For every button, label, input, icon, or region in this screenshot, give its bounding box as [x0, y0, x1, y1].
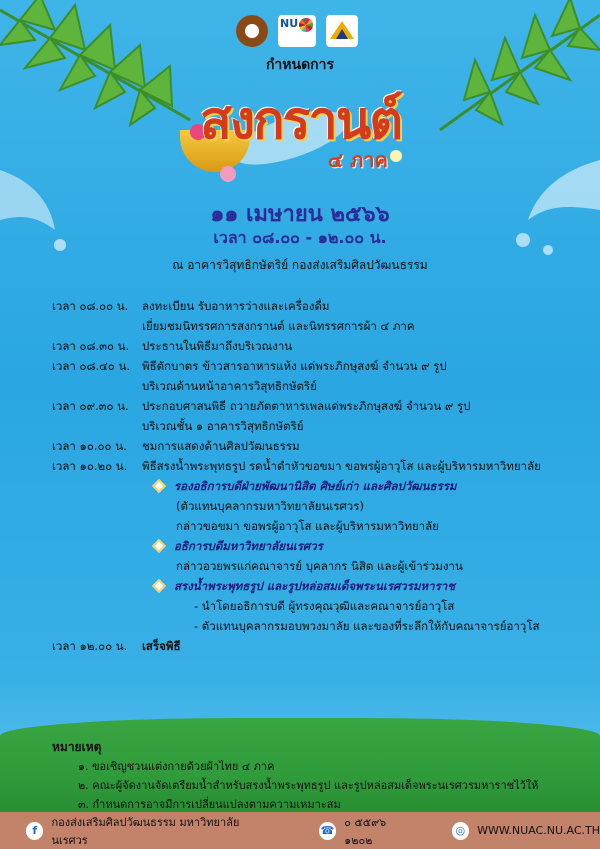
ceremony-bullet: [152, 536, 592, 556]
closing-text: เสร็จพิธี: [142, 639, 181, 653]
note-item: ๒. คณะผู้จัดงานจัดเตรียมน้ำสำหรับสรงน้ำพระพุทธรูป และรูปหล่อสมเด็จพระนเรศวรมหาราชไว้ให้: [78, 779, 539, 792]
website-link[interactable]: WWW.NUAC.NU.AC.TH: [477, 824, 600, 837]
ceremony-bullet: [152, 576, 592, 596]
note-item: ๑. ขอเชิญชวนแต่งกายด้วยผ้าไทย ๔ ภาค: [78, 760, 275, 773]
ceremony-line: กล่าวอวยพรแก่คณาจารย์ บุคลากร นิสิต และผู้เข้าร่วมงาน: [176, 559, 463, 573]
schedule-line: ประกอบศาสนพิธี ถวายภัตตาหารเพลแด่พระภิกษุสงฆ์ จำนวน ๙ รูป: [142, 399, 471, 413]
schedule-time: เวลา ๐๙.๓๐ น.: [52, 399, 129, 413]
notes-section: [52, 738, 538, 814]
phone-icon: ☎: [319, 822, 336, 840]
schedule-time: เวลา ๐๘.๐๐ น.: [52, 299, 129, 313]
note-item: ๓. กำหนดการอาจมีการเปลี่ยนแปลงตามความเหมาะสม: [78, 798, 341, 811]
event-venue: ณ อาคารวิสุทธิกษัตริย์ กองส่งเสริมศิลปวัฒนธรรม: [172, 258, 428, 272]
schedule-line: เยี่ยมชมนิทรรศการสงกรานต์ และนิทรรศการผ้า ๔ ภาค: [142, 319, 415, 333]
ceremony-heading: รองอธิการบดีฝ่ายพัฒนานิสิต ศิษย์เก่า และศิลปวัฒนธรรม: [174, 479, 457, 493]
songkran-title-art: [160, 78, 450, 188]
event-title: สงกรานต์: [200, 90, 402, 151]
event-date: ๑๑ เมษายน ๒๕๖๖: [210, 202, 390, 227]
facebook-icon: f: [26, 822, 43, 840]
schedule-time: เวลา ๑๒.๐๐ น.: [52, 639, 128, 653]
sdgs-logo-text: NU: [280, 17, 299, 30]
web-icon: ◎: [452, 822, 469, 840]
schedule-kicker: กำหนดการ: [265, 57, 335, 73]
footer-bar: [0, 812, 600, 849]
diamond-bullet-icon: [152, 539, 166, 553]
art-culture-logo: [326, 15, 358, 47]
ceremony-line: (ตัวแทนบุคลากรมหาวิทยาลัยนเรศวร): [176, 499, 364, 513]
schedule-line: ลงทะเบียน รับอาหารว่างและเครื่องดื่ม: [142, 299, 330, 313]
schedule-list: [52, 296, 592, 656]
nu-sdgs-logo: [278, 15, 316, 47]
schedule-line: บริเวณชั้น ๑ อาคารวิสุทธิกษัตริย์: [142, 419, 304, 433]
schedule-time: เวลา ๐๘.๓๐ น.: [52, 339, 130, 353]
schedule-line: บริเวณด้านหน้าอาคารวิสุทธิกษัตริย์: [142, 379, 317, 393]
schedule-row: [52, 356, 592, 396]
schedule-row: [52, 336, 592, 356]
schedule-line: พิธีสรงน้ำพระพุทธรูป รดน้ำดำหัวขอขมา ขอพรผู้อาวุโส และผู้บริหารมหาวิทยาลัย: [142, 459, 541, 473]
diamond-bullet-icon: [152, 479, 166, 493]
schedule-time: เวลา ๑๐.๒๐ น.: [52, 459, 128, 473]
flower-graphic: [220, 166, 236, 182]
logo-row: [236, 14, 376, 48]
event-subtitle: ๔ ภาค: [328, 148, 388, 172]
ceremony-heading: อธิการบดีมหาวิทยาลัยนเรศวร: [174, 539, 323, 553]
ceremony-heading: สรงน้ำพระพุทธรูป และรูปหล่อสมเด็จพระนเรศวรมหาราช: [174, 579, 456, 593]
university-emblem-logo: [236, 15, 268, 47]
ceremony-line: - ตัวแทนบุคลากรมอบพวงมาลัย และของที่ระลึกให้กับคณาจารย์อาวุโส: [194, 619, 540, 633]
schedule-row: [52, 396, 592, 436]
schedule-row: [52, 296, 592, 336]
notes-heading: หมายเหตุ: [52, 740, 102, 754]
ceremony-line: กล่าวขอขมา ขอพรผู้อาวุโส และผู้บริหารมหาวิทยาลัย: [176, 519, 439, 533]
diamond-bullet-icon: [152, 579, 166, 593]
schedule-line: ประธานในพิธีมาถึงบริเวณงาน: [142, 339, 293, 353]
schedule-line: ชมการแสดงด้านศิลปวัฒนธรรม: [142, 439, 300, 453]
phone-number[interactable]: ๐ ๕๕๙๖ ๑๒๐๒: [344, 815, 387, 847]
schedule-time: เวลา ๑๐.๐๐ น.: [52, 439, 127, 453]
schedule-line: พิธีตักบาตร ข้าวสารอาหารแห้ง แด่พระภิกษุสงฆ์ จำนวน ๙ รูป: [142, 359, 447, 373]
ceremony-bullet: [152, 476, 592, 496]
ceremony-line: - นำโดยอธิการบดี ผู้ทรงคุณวุฒิและคณาจารย์อาวุโส: [194, 599, 455, 613]
schedule-row: [52, 436, 592, 456]
schedule-row: [52, 456, 592, 476]
facebook-page-link[interactable]: กองส่งเสริมศิลปวัฒนธรรม มหาวิทยาลัยนเรศวร: [51, 815, 240, 847]
schedule-row: [52, 636, 592, 656]
schedule-time: เวลา ๐๘.๔๐ น.: [52, 359, 130, 373]
event-time: เวลา ๐๘.๐๐ - ๑๒.๐๐ น.: [213, 228, 387, 247]
